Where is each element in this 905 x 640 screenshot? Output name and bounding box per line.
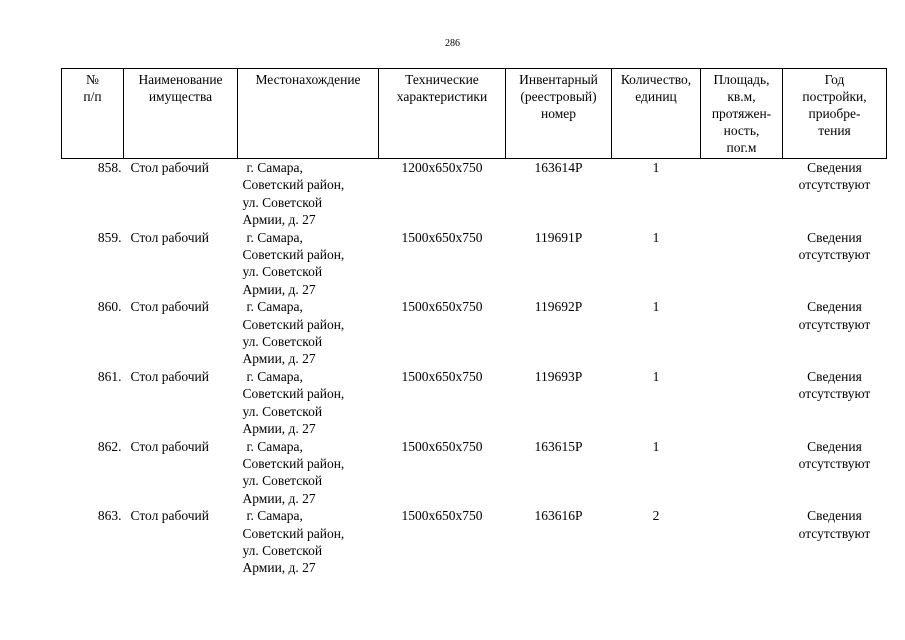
row-area (701, 507, 783, 577)
row-inventory: 119692Р (534, 299, 583, 315)
location-line: Армии, д. 27 (242, 490, 316, 506)
table-header-row (62, 69, 887, 159)
property-registry-table (61, 68, 887, 577)
location-line: г. Самара, (246, 438, 303, 454)
location-line: г. Самара, (246, 299, 303, 315)
row-tech: 1500х650х750 (401, 368, 483, 384)
table-row (62, 507, 887, 577)
location-line: Армии, д. 27 (242, 212, 316, 228)
row-location (238, 159, 379, 229)
row-tech: 1200х650х750 (401, 160, 483, 175)
row-quantity: 1 (652, 229, 660, 245)
row-tech: 1500х650х750 (401, 299, 483, 315)
header-line: ность, (723, 123, 760, 138)
row-number: 862. (97, 438, 122, 454)
year-line: отсутствуют (798, 525, 871, 541)
header-line: имущества (148, 89, 213, 104)
header-tech (379, 69, 506, 159)
row-tech: 1500х650х750 (401, 229, 483, 245)
location-line: ул. Советской (242, 542, 323, 558)
row-location (238, 507, 379, 577)
year-line: отсутствуют (798, 247, 871, 263)
row-number: 858. (97, 160, 122, 175)
header-line: кв.м, (727, 89, 756, 104)
row-location (238, 229, 379, 299)
location-line: ул. Советской (242, 264, 323, 280)
location-line: ул. Советской (242, 473, 323, 489)
row-tech: 1500х650х750 (401, 438, 483, 454)
year-line: отсутствуют (798, 455, 871, 471)
header-line: Количество, (620, 72, 692, 87)
page-number: 286 (445, 38, 460, 49)
header-num (62, 69, 124, 159)
row-year (783, 298, 887, 368)
location-line: г. Самара, (246, 229, 303, 245)
header-name (124, 69, 238, 159)
header-line: протяжен- (711, 106, 772, 121)
location-line: ул. Советской (242, 403, 323, 419)
location-line: Армии, д. 27 (242, 351, 316, 367)
header-line: номер (540, 106, 576, 121)
row-year (783, 438, 887, 508)
header-area (701, 69, 783, 159)
row-number: 860. (97, 299, 122, 315)
row-location (238, 298, 379, 368)
location-line: Армии, д. 27 (242, 281, 316, 297)
header-location (238, 69, 379, 159)
location-line: Советский район, (242, 247, 345, 263)
header-line: Наименование (138, 72, 223, 87)
header-quantity (612, 69, 701, 159)
year-line: Сведения (807, 438, 862, 454)
row-name: Стол рабочий (130, 229, 209, 245)
row-area (701, 368, 783, 438)
header-line: Местонахождение (255, 72, 361, 87)
location-line: Советский район, (242, 386, 345, 402)
header-line: единиц (635, 89, 677, 104)
row-quantity: 1 (652, 438, 660, 454)
location-line: г. Самара, (246, 508, 303, 524)
header-line: Площадь, (713, 72, 770, 87)
row-name: Стол рабочий (130, 368, 209, 384)
row-year (783, 368, 887, 438)
row-year (783, 229, 887, 299)
location-line: Армии, д. 27 (242, 560, 316, 576)
header-line: п/п (83, 89, 102, 104)
row-quantity: 1 (652, 160, 660, 175)
row-inventory: 163614Р (534, 160, 583, 175)
location-line: Советский район, (242, 455, 345, 471)
table-row (62, 438, 887, 508)
row-inventory: 119691Р (534, 229, 583, 245)
location-line: Советский район, (242, 525, 345, 541)
row-name: Стол рабочий (130, 299, 209, 315)
header-line: постройки, (802, 89, 867, 104)
header-line: (реестровый) (520, 89, 597, 104)
location-line: г. Самара, (246, 368, 303, 384)
row-number: 863. (97, 508, 122, 524)
row-name: Стол рабочий (130, 160, 209, 175)
row-location (238, 438, 379, 508)
header-line: № (86, 72, 99, 87)
year-line: Сведения (807, 229, 862, 245)
row-tech: 1500х650х750 (401, 508, 483, 524)
location-line: ул. Советской (242, 194, 323, 210)
row-year (783, 159, 887, 229)
location-line: Армии, д. 27 (242, 421, 316, 437)
row-name: Стол рабочий (130, 438, 209, 454)
table-row (62, 298, 887, 368)
table-row (62, 159, 887, 229)
header-inventory (506, 69, 612, 159)
year-line: отсутствуют (798, 316, 871, 332)
row-inventory: 163616Р (534, 508, 583, 524)
header-line: пог.м (726, 140, 757, 155)
row-area (701, 229, 783, 299)
row-area (701, 438, 783, 508)
row-number: 861. (97, 368, 122, 384)
year-line: отсутствуют (798, 386, 871, 402)
header-line: приобре- (808, 106, 861, 121)
row-area (701, 298, 783, 368)
row-quantity: 1 (652, 299, 660, 315)
header-line: Год (824, 72, 845, 87)
year-line: Сведения (807, 299, 862, 315)
location-line: г. Самара, (246, 160, 303, 175)
year-line: отсутствуют (798, 177, 871, 193)
row-quantity: 1 (652, 368, 660, 384)
header-year (783, 69, 887, 159)
row-area (701, 159, 783, 229)
location-line: Советский район, (242, 177, 345, 193)
row-location (238, 368, 379, 438)
row-quantity: 2 (652, 508, 660, 524)
header-line: характеристики (396, 89, 488, 104)
table-row (62, 368, 887, 438)
header-line: Инвентарный (519, 72, 598, 87)
year-line: Сведения (807, 368, 862, 384)
header-line: тения (818, 123, 851, 138)
row-inventory: 163615Р (534, 438, 583, 454)
row-year (783, 507, 887, 577)
row-number: 859. (97, 229, 122, 245)
header-line: Технические (405, 72, 479, 87)
location-line: Советский район, (242, 316, 345, 332)
location-line: ул. Советской (242, 334, 323, 350)
row-inventory: 119693Р (534, 368, 583, 384)
row-name: Стол рабочий (130, 508, 209, 524)
year-line: Сведения (807, 160, 862, 175)
year-line: Сведения (807, 508, 862, 524)
table-row (62, 229, 887, 299)
